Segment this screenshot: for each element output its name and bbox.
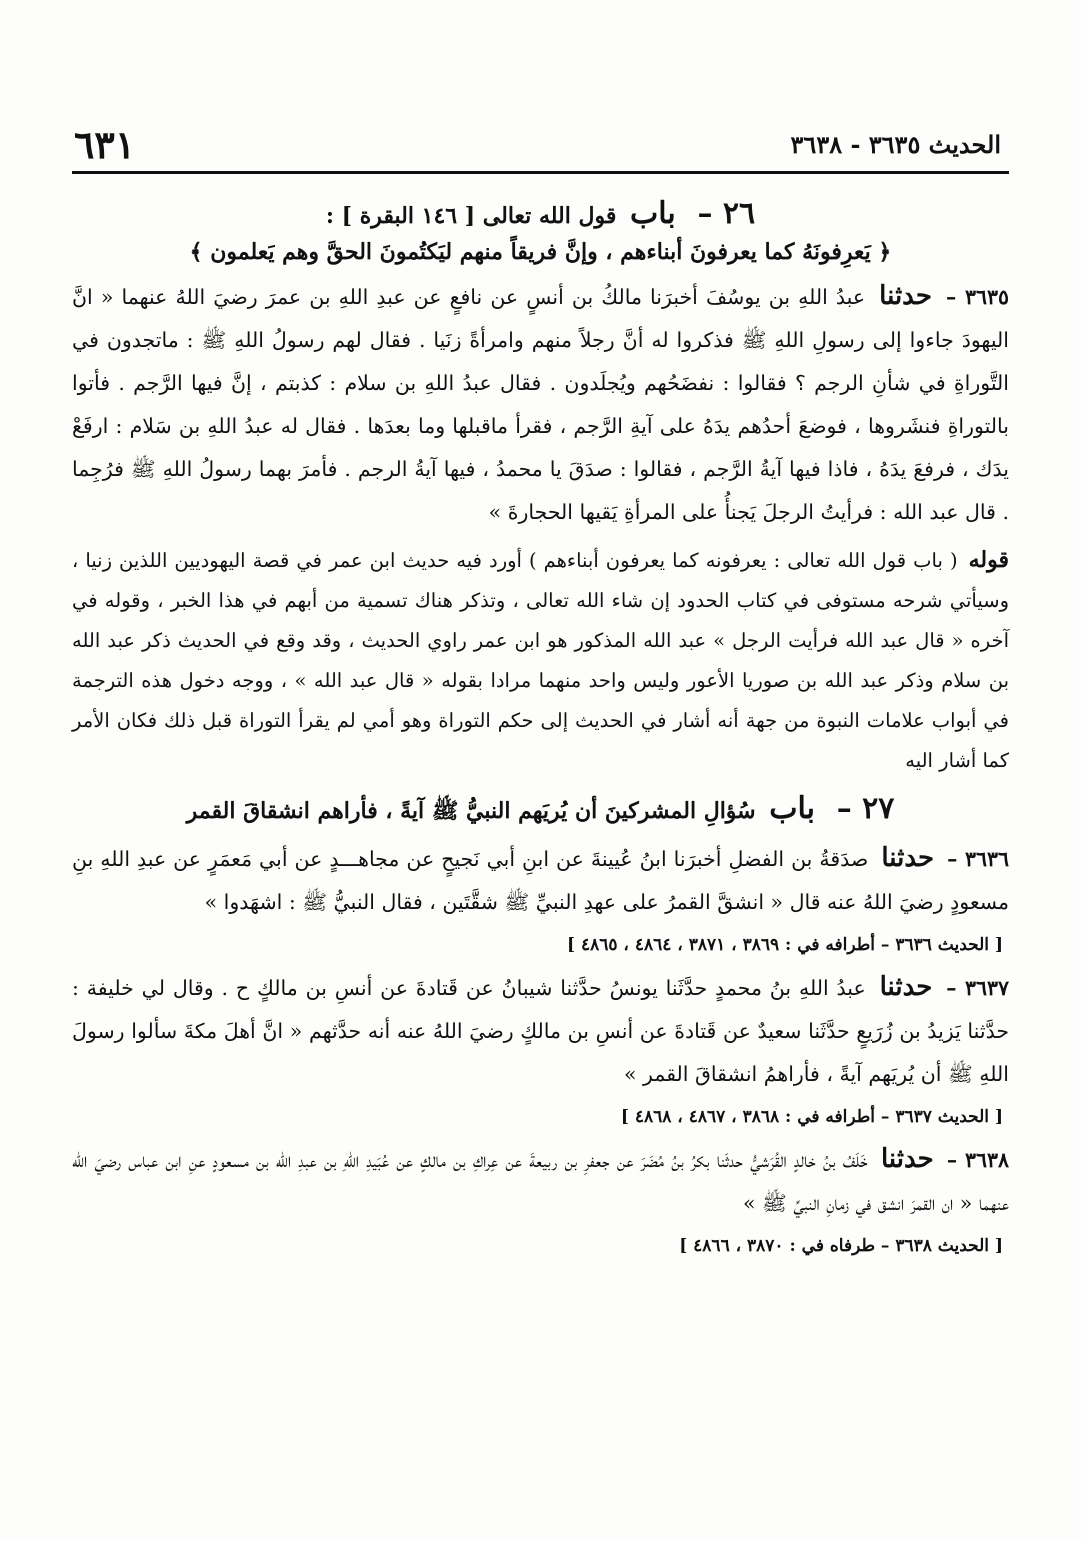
hadith-3636 — [72, 837, 1009, 924]
page-number: ٦٣١ — [74, 122, 136, 167]
page-body — [72, 186, 1009, 1263]
hadith-keyword: حدثنا — [880, 1144, 934, 1174]
running-title: الحديث ٣٦٣٥ - ٣٦٣٨ — [790, 130, 1001, 159]
chapter-title: قول الله تعالى [ ١٤٦ البقرة ] : — [325, 203, 617, 229]
page-header — [72, 118, 1009, 174]
chapter-keyword: باب — [769, 791, 816, 826]
commentary-text: ( باب قول الله تعالى : يعرفونه كما يعرفون أبناءهم ) أورد فيه حديث ابن عمر في قصة اليهوديين اللذين زنيا ، وسيأتي شرحه مستوفى في كتاب الحدود إن شاء الله تعالى ، وتذكر هناك تسمية من أبهم في هذا الخبر ، وقوله في آخره « قال عبد الله فرأيت الرجل » عبد الله المذكور هو ابن عمر راوي الحديث ، وقد وقع في الحديث ذكر عبد الله بن سلام وذكر عبد الله بن صوريا الأعور وليس واحد منهما مرادا بقوله « قال عبد الله » ، ووجه دخول هذه الترجمة في أبواب علامات النبوة من جهة أنه أشار في الحديث إلى حكم التوراة وهو أمي لم يقرأ التوراة قبل ذلك فكان الأمر كما أشار اليه — [72, 549, 1009, 772]
hadith-3635 — [72, 275, 1009, 534]
hadith-cross-reference: [ الحديث ٣٦٣٨ – طرفاه في : ٣٨٧٠ ، ٤٨٦٦ ] — [679, 1236, 1003, 1256]
chapter-keyword: باب — [630, 196, 676, 231]
commentary-keyword: قوله — [968, 547, 1009, 573]
hadith-text: خَلَفُ بنُ خالدٍ القُرَشيُّ حدثَنا بكرُ بنُ مُضَرَ عن جعفرِ بن ربيعةَ عن عِراكِ بن مالكٍ عن عُبَيدِ اللهِ بن عبدِ الله بن مسعودٍ عنِ ابن عباس رضيَ الله عنهما « ان القمرَ انشق في زمانِ النبيِّ ﷺ » — [72, 1148, 1009, 1215]
hadith-text: عبدُ اللهِ بنُ محمدٍ حدَّثَنا يونسُ حدَّثنا شيبانُ عن قَتادةَ عن أنسِ بن مالكٍ ح . وقال لي خليفة : حدَّثنا يَزيدُ بن زُرَيعٍ حدَّثَنا سعيدٌ عن قَتادةَ عن أنسِ بن مالكٍ رضيَ اللهُ عنه أنه حدَّثهم « انَّ أهلَ مكةَ سألوا رسولَ اللهِ ﷺ أن يُريَهم آيةً ، فأراهمُ انشقاقَ القمر » — [72, 976, 1009, 1086]
hadith-cross-reference: [ الحديث ٣٦٣٧ – أطرافه في : ٣٨٦٨ ، ٤٨٦٧ ، ٤٨٦٨ ] — [620, 1107, 1003, 1127]
chapter-title: سُؤالِ المشركينَ أن يُريَهم النبيُّ ﷺ آيةً ، فأراهم انشقاقَ القمر — [186, 798, 756, 824]
hadith-3637 — [72, 966, 1009, 1096]
hadith-cross-reference: [ الحديث ٣٦٣٦ – أطرافه في : ٣٨٦٩ ، ٣٨٧١ ، ٤٨٦٤ ، ٤٨٦٥ ] — [567, 935, 1003, 955]
hadith-keyword: حدثنا — [881, 843, 935, 873]
header-rule — [72, 171, 1009, 174]
chapter-number: ٢٦ – — [697, 196, 756, 231]
hadith-text: عبدُ اللهِ بن يوسُفَ أخبرَنا مالكُ بن أنسٍ عن نافعٍ عن عبدِ اللهِ بن عمرَ رضيَ اللهُ عنهما « انَّ اليهودَ جاءوا إلى رسولِ اللهِ ﷺ فذكروا له أنَّ رجلاً منهم وامرأةً زنَيا . فقال لهم رسولُ اللهِ ﷺ : ماتجدون في التَّوراةِ في شأنِ الرجم ؟ فقالوا : نفضَحُهم ويُجلَدون . فقال عبدُ اللهِ بن سلام : كذبتم ، إنَّ فيها الرَّجم . فأتوا بالتوراةِ فنشَروها ، فوضعَ أحدُهم يدَهُ على آيةِ الرَّجم ، فقرأ ماقبلها وما بعدَها . فقال له عبدُ اللهِ بن سَلام : ارفَعْ يدَك ، فرفعَ يدَهُ ، فاذا فيها آيةُ الرَّجم ، فقالوا : صدَقَ يا محمدُ ، فيها آيةُ الرجم . فأمرَ بهما رسولُ اللهِ ﷺ فرُجِما . قال عبد الله : فرأيتُ الرجلَ يَجنأُ على المرأةِ يَقيها الحجارةَ » — [72, 285, 1009, 524]
hadith-number: ٣٦٣٦ – — [947, 847, 1009, 871]
chapter-heading-26 — [72, 196, 1009, 231]
quran-verse: ﴿ يَعرِفونَهُ كما يعرفونَ أبناءهم ، وإنَّ فريقاً منهم ليَكتُمونَ الحقَّ وهم يَعلمون ﴾ — [189, 239, 892, 265]
hadith-number: ٣٦٣٧ – — [946, 976, 1009, 1000]
hadith-number: ٣٦٣٨ – — [946, 1148, 1009, 1172]
hadith-text: صدَقةُ بن الفضلِ أخبرَنا ابنُ عُيينةَ عن ابنِ أبي نَجيحٍ عن مجاهـــدٍ عن أبي مَعمَرٍ عن عبدِ اللهِ بنِ مسعودٍ رضيَ اللهُ عنه قال « انشقَّ القمرُ على عهدِ النبيِّ ﷺ شقَّتَين ، فقال النبيُّ ﷺ : اشهَدوا » — [72, 847, 1009, 914]
commentary-paragraph — [72, 540, 1009, 781]
hadith-keyword: حدثنا — [879, 281, 932, 311]
hadith-3638 — [72, 1138, 1009, 1225]
hadith-number: ٣٦٣٥ – — [945, 285, 1009, 309]
hadith-keyword: حدثنا — [879, 972, 933, 1002]
chapter-number: ٢٧ – — [836, 791, 895, 826]
chapter-heading-27 — [72, 791, 1009, 829]
